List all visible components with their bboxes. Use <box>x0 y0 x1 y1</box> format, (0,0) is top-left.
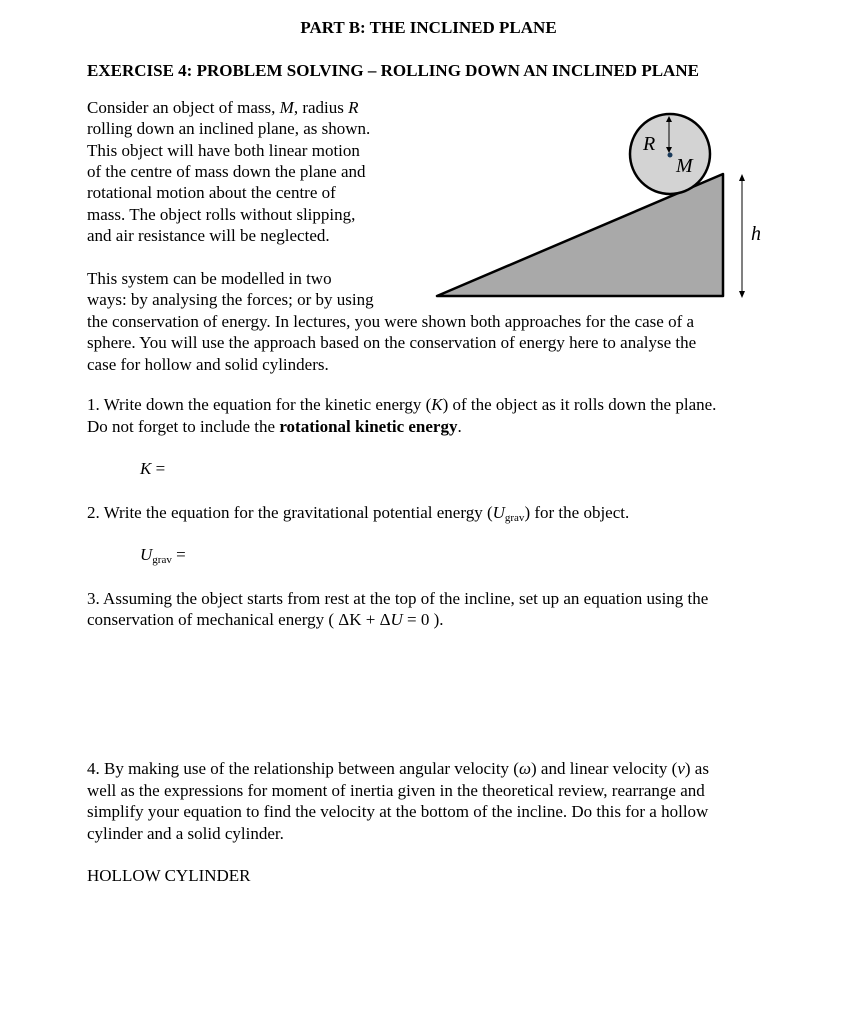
text-segment: v <box>677 759 685 778</box>
text-segment: = 0 ). <box>402 610 444 629</box>
height-arrow-head-bottom <box>739 291 745 298</box>
text-segment: K <box>140 459 152 478</box>
text-segment: This object will have both linear motion <box>87 141 360 160</box>
text-segment: U <box>492 503 505 522</box>
text-segment: simplify your equation to find the velocity at the bottom of the incline. Do this for a hollow <box>87 802 709 821</box>
text-line <box>87 610 444 630</box>
text-line <box>87 589 708 609</box>
text-segment: Consider an object of mass, <box>87 98 280 117</box>
text-segment: + Δ <box>361 610 391 629</box>
text-line <box>87 162 366 182</box>
text-segment: This system can be modelled in two <box>87 269 332 288</box>
text-line <box>87 781 705 801</box>
text-segment: U <box>390 610 403 629</box>
label-h: h <box>751 223 761 245</box>
text-line <box>140 459 165 479</box>
text-line <box>87 395 716 415</box>
height-arrow-head-top <box>739 174 745 181</box>
exercise-title: EXERCISE 4: PROBLEM SOLVING – ROLLING DOWN AN INCLINED PLANE <box>87 61 699 80</box>
text-segment: R <box>348 98 359 117</box>
text-segment: , radius <box>293 98 349 117</box>
text-line <box>87 290 374 310</box>
text-segment: ways: by analysing the forces; or by using <box>87 290 374 309</box>
centre-of-mass-dot <box>668 153 673 158</box>
text-segment: conservation of mechanical energy ( ΔK <box>87 610 362 629</box>
text-line <box>87 205 355 225</box>
text-line <box>87 866 251 886</box>
text-segment: HOLLOW CYLINDER <box>87 866 251 885</box>
text-segment: rolling down an inclined plane, as shown. <box>87 119 371 138</box>
text-line <box>87 503 629 528</box>
text-segment: M <box>279 98 294 117</box>
text-segment: well as the expressions for moment of inertia given in the theoretical review, rearrange and <box>87 781 705 800</box>
text-segment: Do not forget to include the <box>87 417 280 436</box>
text-segment: ) for the object. <box>524 503 630 522</box>
text-segment: case for hollow and solid cylinders. <box>87 355 329 374</box>
text-segment: grav <box>152 554 172 566</box>
text-line <box>87 417 462 437</box>
text-line <box>140 545 186 570</box>
text-line <box>87 802 708 822</box>
text-line <box>87 98 359 118</box>
text-segment: ω <box>518 759 531 778</box>
text-line <box>87 226 330 246</box>
text-segment: = <box>151 459 166 478</box>
text-segment: ) as <box>684 759 709 778</box>
text-segment: cylinder and a solid cylinder. <box>87 824 284 843</box>
text-segment: 1. Write down the equation for the kinetic energy ( <box>87 395 432 414</box>
text-line <box>87 824 284 844</box>
text-line <box>87 333 696 353</box>
text-segment: the conservation of energy. In lectures, you were shown both approaches for the case of a <box>87 312 695 331</box>
text-line <box>87 355 329 375</box>
text-segment: K <box>431 395 443 414</box>
text-segment: . <box>457 417 462 436</box>
text-segment: ) of the object as it rolls down the plane. <box>442 395 717 414</box>
text-segment: ) and linear velocity ( <box>530 759 678 778</box>
part-title: PART B: THE INCLINED PLANE <box>300 18 557 37</box>
label-M: M <box>676 155 693 177</box>
text-segment: sphere. You will use the approach based on the conservation of energy here to analyse the <box>87 333 697 352</box>
text-segment: of the centre of mass down the plane and <box>87 162 366 181</box>
text-segment: U <box>140 545 153 564</box>
text-line <box>87 183 336 203</box>
text-segment: 3. Assuming the object starts from rest at the top of the incline, set up an equation using the <box>87 589 709 608</box>
text-line <box>87 119 370 139</box>
label-R: R <box>643 133 656 155</box>
text-segment: 2. Write the equation for the gravitational potential energy ( <box>87 503 493 522</box>
text-segment: 4. By making use of the relationship between angular velocity ( <box>87 759 519 778</box>
text-line <box>87 141 360 161</box>
text-line <box>87 269 332 289</box>
text-segment: and air resistance will be neglected. <box>87 226 330 245</box>
text-segment: mass. The object rolls without slipping, <box>87 205 356 224</box>
text-segment: rotational motion about the centre of <box>87 183 336 202</box>
text-segment: = <box>171 545 186 564</box>
text-line <box>87 759 709 779</box>
text-segment: rotational kinetic energy <box>279 417 458 436</box>
text-segment: grav <box>504 512 525 524</box>
text-line <box>87 312 694 332</box>
